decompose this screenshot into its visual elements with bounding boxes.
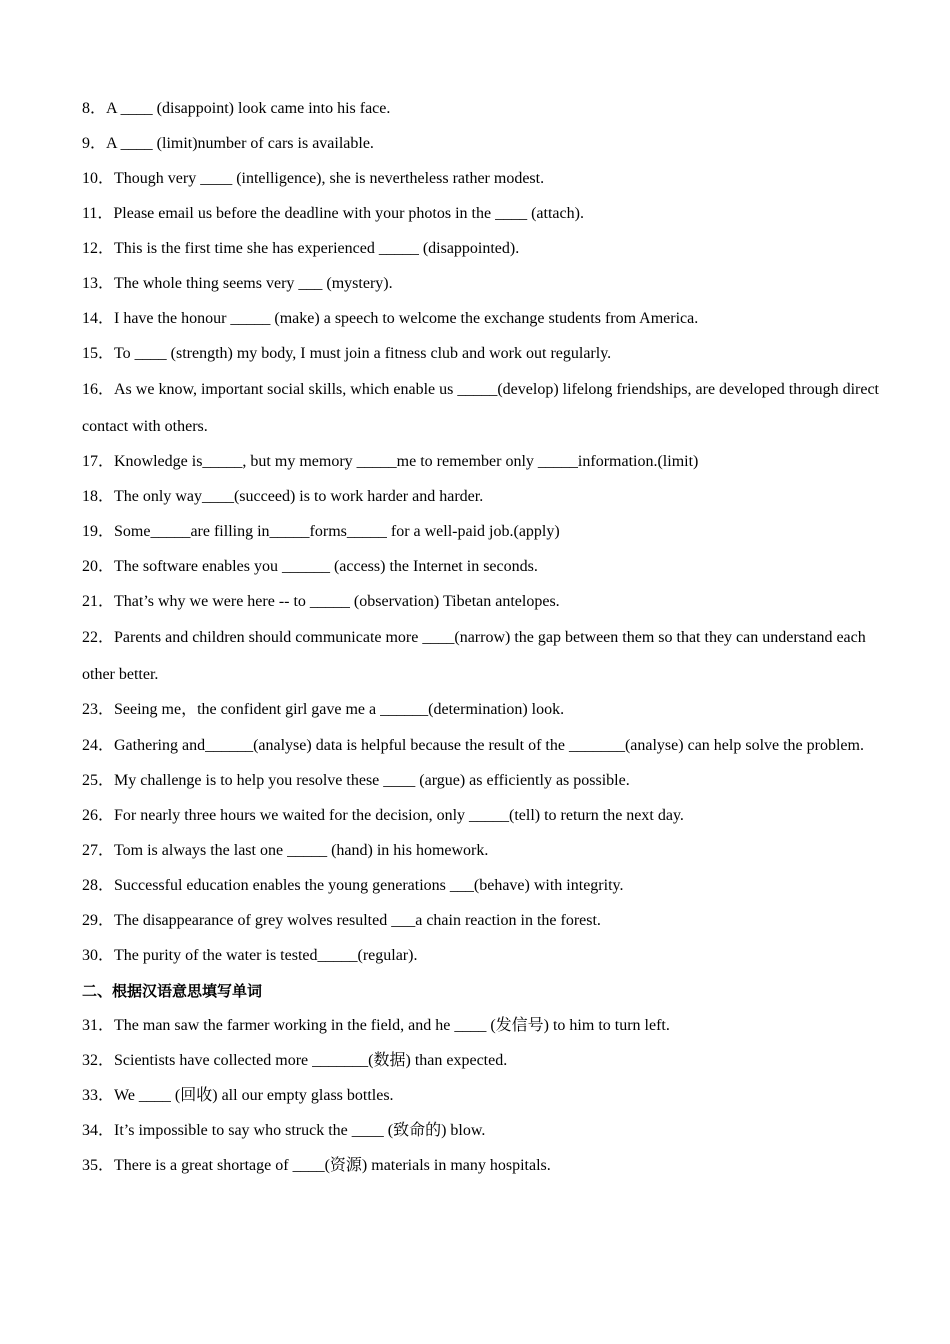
- question-30: 30．The purity of the water is tested_____(regular).: [82, 947, 418, 964]
- question-31: 31．The man saw the farmer working in the field, and he ____ (发信号) to him to turn left.: [82, 1017, 670, 1034]
- question-23: 23．Seeing me，the confident girl gave me a ______(determination) look.: [82, 701, 565, 718]
- section-2-heading: 二、根据汉语意思填写单词: [82, 982, 263, 1000]
- question-29: 29．The disappearance of grey wolves resulted ___a chain reaction in the forest.: [82, 912, 601, 929]
- question-9: 9．A ____ (limit)number of cars is available.: [82, 135, 374, 152]
- question-16: 16．As we know, important social skills, which enable us _____(develop) lifelong friendships, are developed through direct contact with others.: [82, 381, 879, 435]
- question-34: 34．It’s impossible to say who struck the ____ (致命的) blow.: [82, 1122, 486, 1139]
- question-list: [82, 97, 882, 1178]
- question-12: 12．This is the first time she has experienced _____ (disappointed).: [82, 240, 520, 257]
- question-14: 14．I have the honour _____ (make) a speech to welcome the exchange students from America.: [82, 310, 699, 327]
- question-25: 25．My challenge is to help you resolve these ____ (argue) as efficiently as possible.: [82, 772, 630, 789]
- question-18: 18．The only way____(succeed) is to work harder and harder.: [82, 488, 484, 505]
- question-11: 11．Please email us before the deadline with your photos in the ____ (attach).: [82, 205, 584, 222]
- question-8: 8．A ____ (disappoint) look came into his face.: [82, 100, 391, 117]
- question-28: 28．Successful education enables the young generations ___(behave) with integrity.: [82, 877, 624, 894]
- question-21: 21．That’s why we were here -- to _____ (observation) Tibetan antelopes.: [82, 593, 560, 610]
- question-17: 17．Knowledge is_____, but my memory _____me to remember only _____information.(limit): [82, 453, 699, 470]
- question-27: 27．Tom is always the last one _____ (hand) in his homework.: [82, 842, 489, 859]
- question-13: 13．The whole thing seems very ___ (mystery).: [82, 275, 393, 292]
- question-24: 24．Gathering and______(analyse) data is helpful because the result of the _______(analyse) can help solve the problem.: [82, 737, 864, 754]
- question-10: 10．Though very ____ (intelligence), she is nevertheless rather modest.: [82, 170, 545, 187]
- question-33: 33．We ____ (回收) all our empty glass bottles.: [82, 1087, 394, 1104]
- question-35: 35．There is a great shortage of ____(资源) materials in many hospitals.: [82, 1157, 551, 1174]
- question-19: 19．Some_____are filling in_____forms_____ for a well-paid job.(apply): [82, 523, 560, 540]
- question-26: 26．For nearly three hours we waited for the decision, only _____(tell) to return the next day.: [82, 807, 684, 824]
- question-32: 32．Scientists have collected more _______(数据) than expected.: [82, 1052, 508, 1069]
- question-22: 22．Parents and children should communicate more ____(narrow) the gap between them so that they can understand each other better.: [82, 629, 866, 683]
- question-15: 15．To ____ (strength) my body, I must join a fitness club and work out regularly.: [82, 345, 612, 362]
- question-20: 20．The software enables you ______ (access) the Internet in seconds.: [82, 558, 538, 575]
